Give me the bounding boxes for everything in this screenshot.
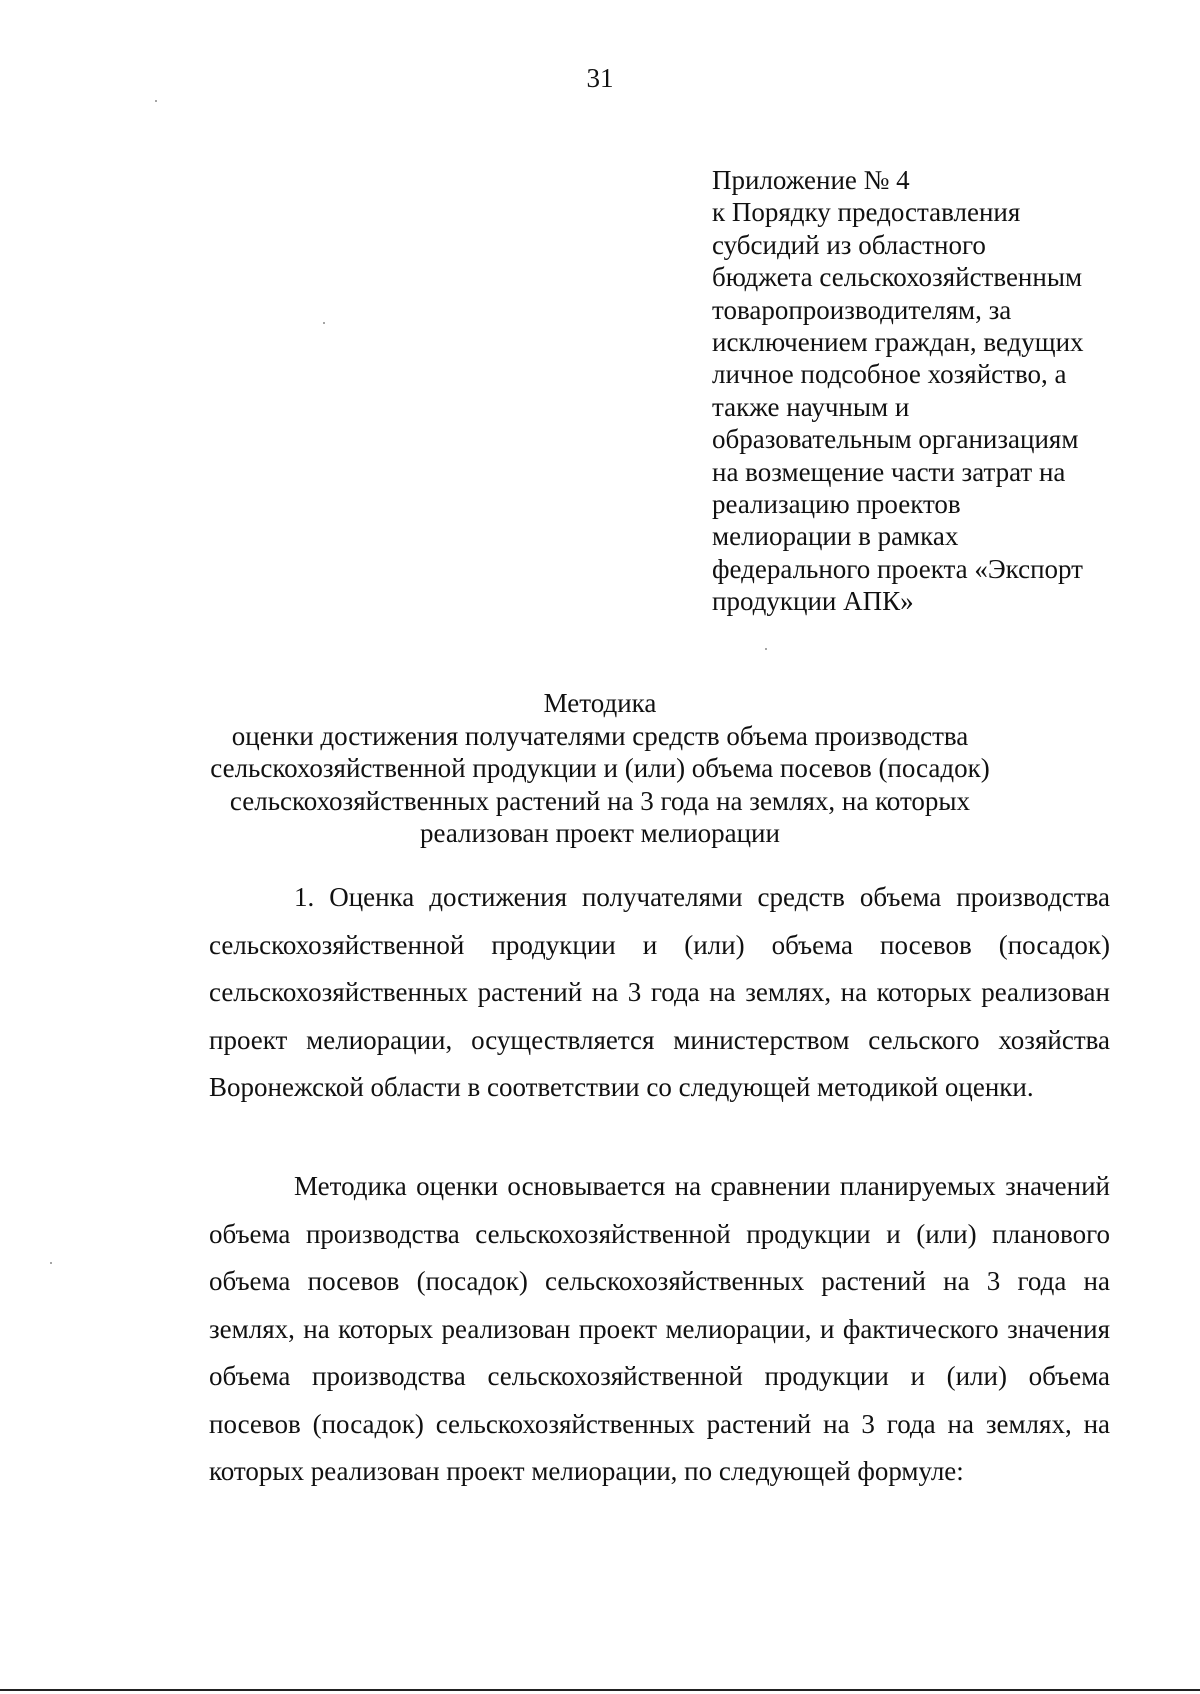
- appendix-line: субсидий из областного: [712, 229, 986, 260]
- title-line: сельскохозяйственной продукции и (или) объема посевов (посадок): [210, 753, 990, 783]
- scan-speck: [323, 322, 325, 324]
- title-line: оценки достижения получателями средств объема производства: [231, 720, 969, 751]
- scan-speck: [765, 648, 767, 650]
- scan-speck: [50, 1262, 52, 1264]
- title-heading: Методика: [543, 688, 657, 718]
- title-line: реализован проект мелиорации: [420, 818, 780, 848]
- appendix-line: товаропроизводителям, за: [712, 294, 1012, 325]
- appendix-line: образовательным организациям: [712, 424, 1079, 455]
- page-bottom-edge: [0, 1689, 1200, 1691]
- scan-speck: [155, 100, 157, 102]
- title-line: сельскохозяйственных растений на 3 года на землях, на которых: [229, 785, 971, 816]
- appendix-line: на возмещение части затрат на: [712, 456, 1066, 487]
- appendix-line: к Порядку предоставления: [712, 197, 1021, 228]
- appendix-line: мелиорации в рамках: [712, 521, 959, 552]
- appendix-line: Приложение № 4: [712, 165, 910, 195]
- appendix-header: [712, 164, 1112, 618]
- paragraph-1: 1. Оценка достижения получателями средств объема производства сельскохозяйственной продукции и (или) объема посевов (посадок) сельскохозяйственных растений на 3 года на землях, на которых реализован проект мелиорации, осуществляется министерством сельского хозяйства Воронежской области в соответствии со следующей методикой оценки.: [209, 882, 1110, 1102]
- paragraph-2: Методика оценки основывается на сравнении планируемых значений объема производства сельскохозяйственной продукции и (или) планового объема посевов (посадок) сельскохозяйственных растений на 3 года на землях, на которых реализован проект мелиорации, и фактического значения объема производства сельскохозяйственной продукции и (или) объема посевов (посадок) сельскохозяйственных растений на 3 года на землях, на которых реализован проект мелиорации, по следующей формуле:: [209, 1171, 1110, 1486]
- page-number: 31: [586, 63, 614, 93]
- appendix-line: личное подсобное хозяйство, а: [712, 359, 1067, 390]
- appendix-line: реализацию проектов: [712, 489, 961, 520]
- appendix-line: федерального проекта «Экспорт: [712, 553, 1083, 584]
- appendix-line: бюджета сельскохозяйственным: [712, 262, 1083, 293]
- appendix-line: исключением граждан, ведущих: [712, 327, 1084, 358]
- appendix-line: также научным и: [712, 391, 910, 422]
- appendix-line: продукции АПК»: [712, 586, 914, 617]
- document-title: [150, 687, 1050, 850]
